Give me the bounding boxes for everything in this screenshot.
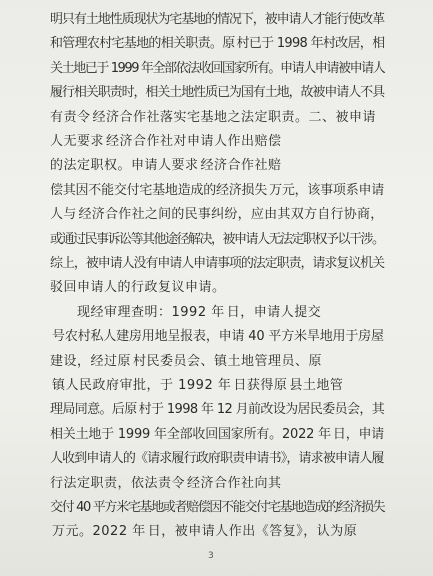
text-segment: 交付 40 平方米宅基地或者赔偿因不能交付宅基地造成的经济损失 (50, 500, 385, 515)
text-segment: 日，申请人提交 (226, 304, 322, 320)
text-segment: 村已于 1998 年村改居，相 (236, 36, 385, 52)
text-segment: 履行相关职责时，相关土地性质已为国有土地，故被申请人不具 (50, 85, 385, 101)
text-line (50, 328, 384, 346)
text-line (50, 353, 324, 371)
text-line (50, 255, 384, 272)
text-line (50, 133, 282, 151)
text-segment: 日，被申请人作出《答复》，认为原 (147, 524, 358, 540)
text-segment: 经济合作社赔 (200, 158, 282, 174)
text-line (50, 426, 384, 444)
text-segment: 相关土地于 1999 年全部收回国家所有。2022 年 (50, 426, 331, 442)
text-segment: 行法定职责，依法责令 (50, 475, 186, 491)
text-line (50, 304, 323, 322)
text-segment: 县土地管 (289, 378, 344, 393)
text-line (50, 450, 384, 467)
text-segment: 人无要求 (50, 134, 105, 149)
text-line (50, 523, 359, 541)
text-line (50, 206, 384, 224)
text-segment: 有责令 (50, 109, 91, 125)
text-segment: 理局同意。后原 (50, 402, 137, 418)
text-line (50, 157, 282, 175)
text-segment: 现经审理查明：1992 年 (50, 304, 225, 320)
text-line (50, 182, 384, 200)
text-line (50, 109, 376, 127)
text-line (50, 401, 384, 419)
text-segment: 经济合作社对申请人作出赔偿 (106, 134, 282, 149)
text-segment: 万元。2022 年 (52, 524, 146, 540)
text-segment: 日获得原 (233, 378, 288, 393)
text-line (50, 475, 282, 493)
text-segment: 经济合作社向其 (187, 475, 282, 491)
text-segment: 综上，被申请人没有申请人申请事项的法定职责，请求复议机关 (50, 256, 385, 271)
text-segment: 的法定职权。申请人要求 (50, 158, 199, 174)
text-segment: 关土地已于 1999 年全部依法收回国家所有。申请人申请被申请人 (50, 60, 385, 76)
text-segment: 或通过民事诉讼等其他途径解决，被申请人无法定职权予以干涉。 (50, 231, 384, 247)
text-line (50, 84, 384, 101)
text-line (50, 35, 384, 53)
text-segment: 和管理农村宅基地的相关职责。原 (50, 36, 235, 52)
text-line (50, 279, 226, 296)
text-segment: 经济合作社之间的民事纠纷，应由其双方自行协商， (78, 207, 384, 223)
text-line (50, 11, 384, 28)
text-segment: 人收到申请人的《请求履行政府职责申请书》，请求被申请人履 (50, 451, 384, 467)
text-line (50, 499, 384, 516)
text-segment: 日，申请 (332, 426, 385, 442)
text-segment: 明只有土地性质现状为宅基地的情况下，被申请人才能行使改革 (50, 12, 385, 27)
text-segment: 人与 (50, 207, 77, 223)
text-segment: 村民委员会、镇土地管理员、原 (133, 353, 323, 369)
text-line (50, 377, 343, 395)
text-segment: 村于 1998 年 12 月前改设为居民委员会，其 (138, 402, 385, 418)
text-segment: 镇人民政府审批，于 1992 年 (52, 378, 232, 393)
text-segment: 驳回申请人的行政复议申请。 (50, 280, 226, 296)
text-segment: 偿其因不能交付宅基地造成的经济损失 (50, 182, 268, 198)
text-segment: 经济合作社落实宅基地之法定职责。二、被申请 (92, 109, 377, 125)
text-segment: 万元，该事项系申请 (269, 182, 385, 198)
text-line (50, 231, 384, 248)
page-number: 3 (208, 551, 214, 561)
text-segment: 号农村私人建房用地呈报表，申请 40 平方米旱地用于房屋 (52, 329, 384, 345)
text-segment: 建设，经过原 (50, 353, 132, 369)
text-line (50, 60, 384, 77)
